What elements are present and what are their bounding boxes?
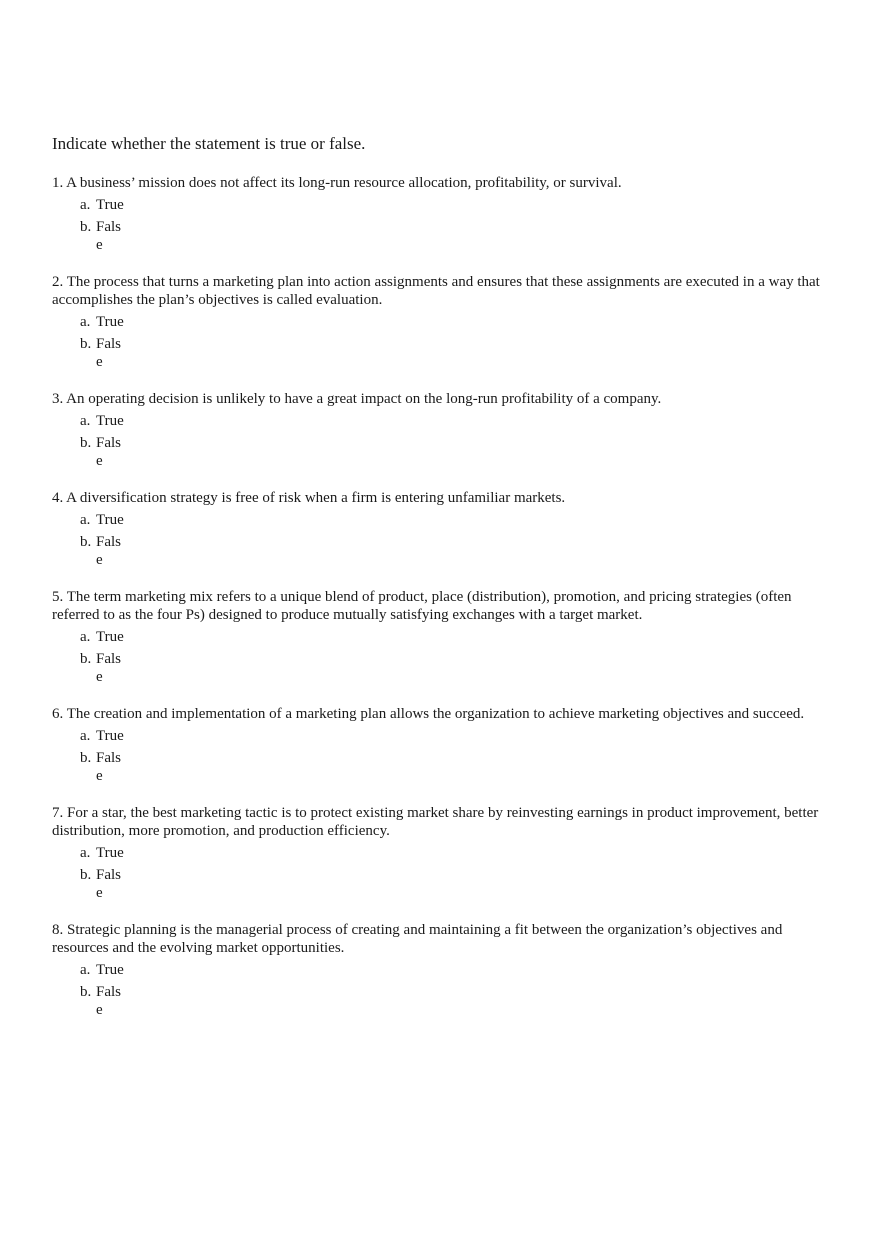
question-6 — [52, 705, 832, 785]
option-false[interactable] — [80, 866, 832, 902]
option-label: False — [96, 867, 122, 901]
option-label: True — [96, 314, 124, 330]
question-text: 5. The term marketing mix refers to a unique blend of product, place (distribution), promotion, and pricing strategies (often referred to as the four Ps) designed to produce mutually satisfying exchanges with a target market. — [52, 589, 792, 623]
option-false[interactable] — [80, 749, 832, 785]
option-label: True — [96, 845, 124, 861]
option-letter: b. — [80, 651, 92, 667]
option-letter: b. — [80, 984, 92, 1000]
answer-options — [80, 313, 832, 371]
answer-options — [80, 961, 832, 1019]
option-false[interactable] — [80, 650, 832, 686]
option-letter: b. — [80, 867, 92, 883]
option-letter: a. — [80, 512, 91, 528]
option-true[interactable] — [80, 196, 832, 214]
option-true[interactable] — [80, 511, 832, 529]
option-letter: b. — [80, 435, 92, 451]
question-text: 7. For a star, the best marketing tactic is to protect existing market share by reinvesting earnings in product improvement, better distribution, more promotion, and production efficiency. — [52, 805, 819, 839]
option-label: True — [96, 197, 124, 213]
option-false[interactable] — [80, 335, 832, 371]
question-text: 1. A business’ mission does not affect its long-run resource allocation, profitability, or survival. — [52, 175, 622, 191]
option-letter: a. — [80, 845, 91, 861]
option-label: True — [96, 413, 124, 429]
question-text: 2. The process that turns a marketing plan into action assignments and ensures that these assignments are executed in a way that accomplishes the plan’s objectives is called evaluation. — [52, 274, 820, 308]
document-page — [52, 133, 832, 1038]
option-false[interactable] — [80, 434, 832, 470]
option-label: False — [96, 651, 122, 685]
option-false[interactable] — [80, 533, 832, 569]
option-letter: b. — [80, 336, 92, 352]
answer-options — [80, 727, 832, 785]
option-false[interactable] — [80, 983, 832, 1019]
option-label: False — [96, 435, 122, 469]
question-7 — [52, 804, 832, 902]
option-letter: a. — [80, 314, 91, 330]
option-false[interactable] — [80, 218, 832, 254]
option-letter: b. — [80, 219, 92, 235]
option-label: True — [96, 629, 124, 645]
option-true[interactable] — [80, 628, 832, 646]
option-label: True — [96, 962, 124, 978]
question-text: 4. A diversification strategy is free of risk when a firm is entering unfamiliar markets. — [52, 490, 566, 506]
answer-options — [80, 412, 832, 470]
option-label: True — [96, 512, 124, 528]
question-8 — [52, 921, 832, 1019]
question-5 — [52, 588, 832, 686]
option-letter: a. — [80, 962, 91, 978]
question-text: 8. Strategic planning is the managerial process of creating and maintaining a fit between the organization’s objectives and resources and the evolving market opportunities. — [52, 922, 783, 956]
option-true[interactable] — [80, 727, 832, 745]
option-label: False — [96, 336, 122, 370]
answer-options — [80, 844, 832, 902]
question-text: 3. An operating decision is unlikely to have a great impact on the long-run profitability of a company. — [52, 391, 662, 407]
answer-options — [80, 628, 832, 686]
option-label: True — [96, 728, 124, 744]
option-true[interactable] — [80, 961, 832, 979]
option-letter: a. — [80, 413, 91, 429]
option-letter: a. — [80, 728, 91, 744]
question-4 — [52, 489, 832, 569]
instructions: Indicate whether the statement is true or false. — [52, 134, 366, 153]
option-true[interactable] — [80, 412, 832, 430]
option-letter: b. — [80, 750, 92, 766]
option-true[interactable] — [80, 844, 832, 862]
question-1 — [52, 174, 832, 254]
question-3 — [52, 390, 832, 470]
answer-options — [80, 511, 832, 569]
option-label: False — [96, 534, 122, 568]
option-label: False — [96, 984, 122, 1018]
option-label: False — [96, 750, 122, 784]
option-label: False — [96, 219, 122, 253]
option-letter: b. — [80, 534, 92, 550]
question-2 — [52, 273, 832, 371]
option-letter: a. — [80, 629, 91, 645]
answer-options — [80, 196, 832, 254]
option-letter: a. — [80, 197, 91, 213]
question-text: 6. The creation and implementation of a marketing plan allows the organization to achieve marketing objectives and succeed. — [52, 706, 805, 722]
option-true[interactable] — [80, 313, 832, 331]
